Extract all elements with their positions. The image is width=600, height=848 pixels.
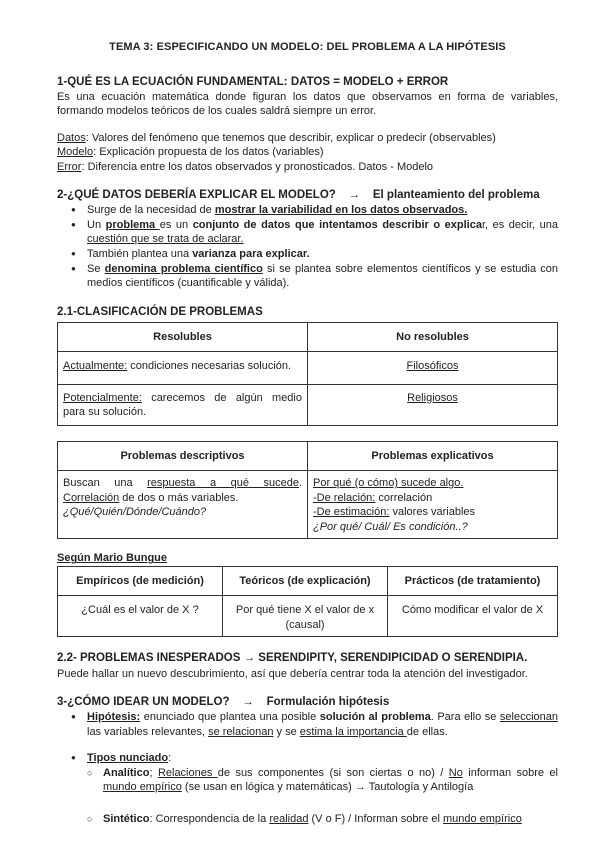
- text: :: [168, 752, 172, 765]
- text-strong: varianza para explicar.: [192, 247, 310, 260]
- text-strong: denomina problema científico: [104, 262, 263, 275]
- page-title: TEMA 3: ESPECIFICANDO UN MODELO: DEL PROBLEMA A LA HIPÓTESIS: [109, 41, 506, 53]
- table-header-row: [58, 566, 558, 596]
- text-underlined: Según Mario Bungue: [57, 552, 167, 565]
- cell-line: [313, 476, 552, 491]
- text-underlined: Correlación: [63, 491, 120, 504]
- table-cell: [58, 384, 308, 425]
- section-1-intro: Es una ecuación matemática donde figuran los datos que observamos en forma de variables, formando modelos teóricos de los cuales saldrá siempre un error.: [57, 90, 558, 118]
- table-header-row: [58, 441, 558, 471]
- text-strong: Hipótesis:: [87, 711, 141, 724]
- text: r, es decir, una: [481, 218, 558, 231]
- section-3-heading-a: 3-¿CÓMO IDEAR UN MODELO?: [57, 696, 230, 709]
- table-row: [58, 471, 558, 539]
- text: de ellas.: [406, 725, 448, 738]
- text: es un: [159, 218, 193, 231]
- table-cell: Por qué tiene X el valor de x (causal): [223, 596, 388, 637]
- table-bunge: [57, 566, 558, 638]
- table-cell: [308, 352, 558, 385]
- text: Surge de la necesidad de: [87, 204, 215, 217]
- list-item: [87, 812, 558, 827]
- text: (se usan en lógica y matemáticas) → Tautología y Antilogía: [181, 781, 474, 794]
- list-item: [71, 751, 558, 766]
- section-2-heading-a: 2-¿QUÉ DATOS DEBERÍA EXPLICAR EL MODELO?: [57, 189, 336, 202]
- cell-line: [63, 476, 302, 491]
- text: enunciado que plantea una posible: [140, 711, 320, 724]
- text-strong: Sintético: [103, 812, 150, 825]
- text: carecemos de algún medio para su solución.: [63, 391, 302, 419]
- text-strong: Analítico: [103, 766, 150, 779]
- cell-line: [313, 505, 552, 520]
- text-underlined: Filosóficos: [406, 360, 459, 373]
- table-cell: [58, 352, 308, 385]
- list-item: [87, 766, 558, 795]
- text: Un: [87, 218, 106, 231]
- def-term: Error: [57, 160, 82, 173]
- text: de sus componentes (si son ciertas o no) /: [217, 766, 449, 779]
- text-underlined: -De relación:: [313, 491, 376, 504]
- arrow-icon: →: [348, 189, 361, 202]
- cell-line: ¿Qué/Quién/Dónde/Cuándo?: [63, 506, 207, 519]
- section-2-1-heading: 2.1-CLASIFICACIÓN DE PROBLEMAS: [57, 305, 263, 318]
- table-row: [58, 384, 558, 425]
- section-2-heading-b: El planteamiento del problema: [372, 189, 540, 202]
- section-3-heading-b: Formulación hipótesis: [266, 696, 390, 709]
- text-underlined: cuestión que se trata de aclarar.: [87, 233, 244, 246]
- text-underlined: mundo empírico: [442, 812, 522, 825]
- table-header: Teóricos (de explicación): [223, 566, 388, 596]
- bunge-label: [57, 551, 558, 566]
- cell-line: ¿Por qué/ Cuál/ Es condición..?: [313, 520, 468, 533]
- text: condiciones necesarias solución.: [127, 360, 292, 373]
- section-2-2: [57, 651, 558, 681]
- text-underlined: Potencialmente:: [63, 391, 142, 404]
- table-resolubles: [57, 322, 558, 426]
- text-underlined: realidad: [269, 812, 309, 825]
- text: (V o F) / Informan sobre el: [308, 812, 443, 825]
- table-cell: [58, 471, 308, 539]
- table-header: Resolubles: [58, 322, 308, 352]
- section-1-heading: 1-QUÉ ES LA ECUACIÓN FUNDAMENTAL: DATOS = MODELO + ERROR: [57, 75, 449, 88]
- def-term: Modelo: [57, 146, 94, 159]
- text: También plantea una: [87, 247, 193, 260]
- text-strong: solución al problema: [319, 711, 431, 724]
- section-3-heading: [57, 695, 558, 710]
- table-problemas: [57, 441, 558, 540]
- text: de dos o más variables.: [119, 491, 239, 504]
- text-underlined: respuesta a qué sucede: [147, 477, 299, 490]
- text: y se: [273, 725, 300, 738]
- section-3: [57, 695, 558, 826]
- def-datos: [57, 131, 558, 146]
- table-row: [58, 352, 558, 385]
- table-header: Prácticos (de tratamiento): [388, 566, 558, 596]
- cell-line: [313, 491, 552, 506]
- section-2-list: [57, 203, 558, 290]
- def-term: Datos: [57, 131, 86, 144]
- text: correlación: [375, 491, 433, 504]
- text: las variables relevantes,: [87, 725, 209, 738]
- section-2-2-heading: 2.2- PROBLEMAS INESPERADOS → SERENDIPITY, SERENDIPICIDAD O SERENDIPIA.: [57, 652, 528, 665]
- text-strong: problema: [105, 218, 160, 231]
- text: ;: [149, 766, 158, 779]
- list-item: [71, 218, 558, 247]
- text: Buscan una: [63, 477, 148, 490]
- text-strong: Tipos nunciado: [87, 752, 169, 765]
- def-text: : Diferencia entre los datos observados y pronosticados. Datos - Modelo: [81, 160, 434, 173]
- text-underlined: Religiosos: [407, 391, 458, 404]
- text-underlined: -De estimación:: [313, 506, 390, 519]
- text: informan sobre el: [462, 766, 558, 779]
- section-2: [57, 188, 558, 290]
- section-3-sublist: [57, 766, 558, 827]
- table-header: Problemas descriptivos: [58, 441, 308, 471]
- text-underlined: seleccionan: [499, 711, 558, 724]
- section-2-2-text: Puede hallar un nuevo descubrimiento, así que debería centrar toda la atención del investigador.: [57, 667, 528, 680]
- text-strong: conjunto de datos que intentamos describir o explica: [192, 218, 482, 231]
- arrow-icon: →: [242, 696, 254, 709]
- list-item: [71, 262, 558, 291]
- text-underlined: Relaciones: [157, 766, 218, 779]
- table-header: Empíricos (de medición): [58, 566, 223, 596]
- table-cell: ¿Cuál es el valor de X ?: [58, 596, 223, 637]
- table-header-row: [58, 322, 558, 352]
- def-text: : Valores del fenómeno que tenemos que describir, explicar o predecir (observables): [85, 131, 496, 144]
- section-2-heading: [57, 188, 558, 203]
- text-underlined: estima la importancia: [299, 725, 407, 738]
- section-2-1: [57, 305, 558, 638]
- def-text: : Explicación propuesta de los datos (variables): [93, 146, 324, 159]
- definitions: [57, 131, 558, 175]
- text: : Correspondencia de la: [149, 812, 270, 825]
- text: valores variables: [389, 506, 476, 519]
- text-underlined: No: [448, 766, 463, 779]
- section-1: [57, 75, 558, 175]
- text: . Para ello se: [430, 711, 500, 724]
- text-underlined: Actualmente:: [63, 360, 128, 373]
- text: si se plantea sobre elementos científicos y se estudia con medios científicos (cuantificable y válida).: [87, 262, 559, 290]
- table-header: Problemas explicativos: [308, 441, 558, 471]
- def-modelo: [57, 145, 558, 160]
- list-item: [71, 203, 558, 218]
- def-error: [57, 160, 558, 175]
- list-item: [71, 247, 558, 262]
- text-underlined: Por qué (o cómo) sucede algo.: [313, 477, 464, 490]
- text: .: [298, 477, 303, 490]
- text-strong: mostrar la variabilidad en los datos observados.: [214, 204, 468, 217]
- table-row: [58, 596, 558, 637]
- table-cell: [308, 384, 558, 425]
- cell-line: [63, 491, 302, 506]
- text: Se: [87, 262, 105, 275]
- table-cell: Cómo modificar el valor de X: [388, 596, 558, 637]
- section-3-list: [57, 710, 558, 766]
- table-cell: [308, 471, 558, 539]
- table-header: No resolubles: [308, 322, 558, 352]
- text-underlined: se relacionan: [208, 725, 274, 738]
- list-item: [71, 710, 558, 739]
- text-underlined: mundo empírico: [103, 781, 182, 794]
